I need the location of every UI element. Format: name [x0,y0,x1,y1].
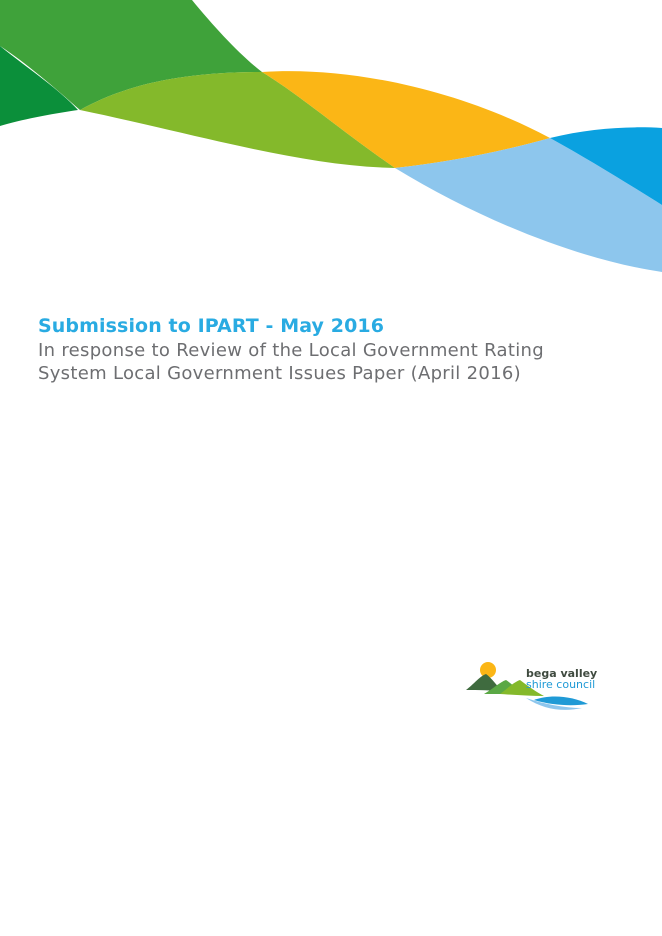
logo-text [526,668,597,690]
document-subtitle-line-2: System Local Government Issues Paper (April 2016) [38,363,521,384]
document-title: Submission to IPART - May 2016 [38,315,385,337]
decorative-banner [0,0,662,280]
title-block [38,313,638,385]
logo-text-shire-council: shire council [526,678,596,691]
document-subtitle-line-1: In response to Review of the Local Government Rating [38,340,544,361]
council-logo [464,660,624,712]
logo-text-bega-valley: bega valley [526,667,598,680]
